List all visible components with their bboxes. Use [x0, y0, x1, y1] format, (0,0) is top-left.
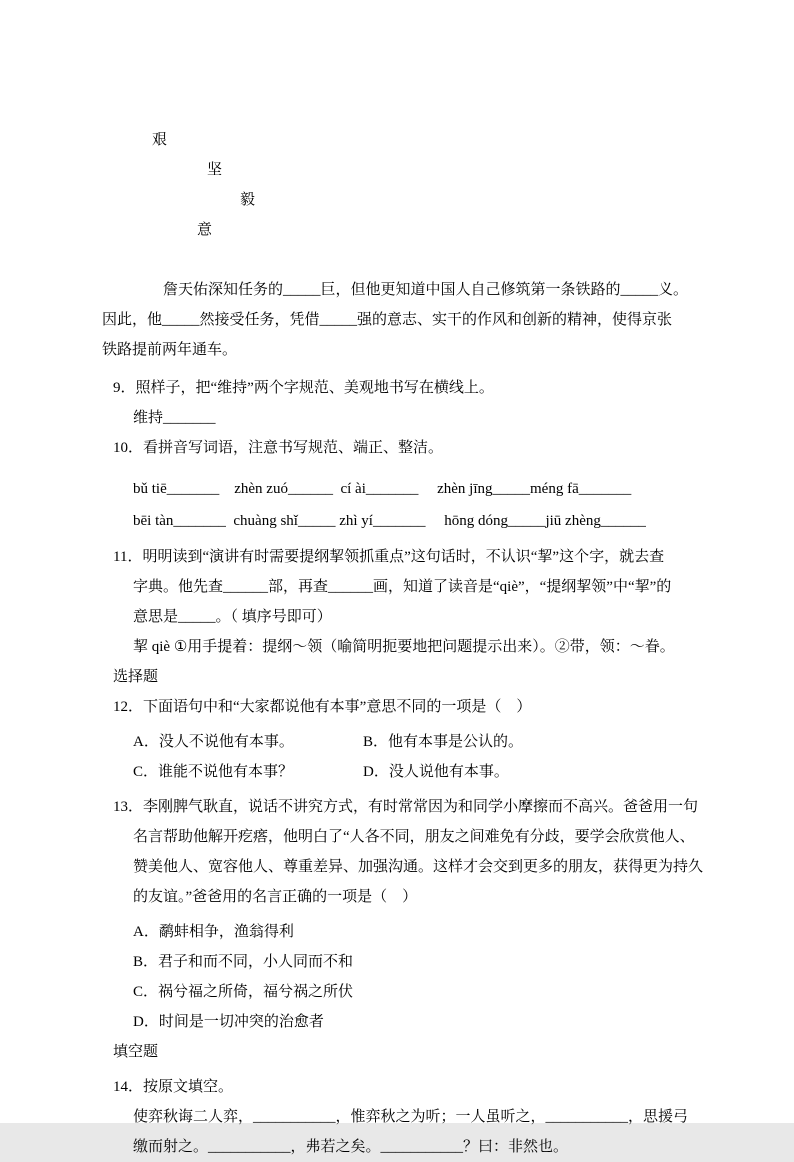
question-line: 13．李刚脾气耿直，说话不讲究方式，有时常常因为和同学小摩擦而不高兴。爸爸用一句: [113, 799, 699, 815]
pinyin-line: bǔ tiē_______ zhèn zuó______ cí ài_______ zhèn jīng_____méng fā_______: [133, 481, 632, 497]
question-prompt: 9．照样子，把“维持”两个字规范、美观地书写在横线上。: [113, 380, 494, 396]
dictionary-entry-line: 挈 qiè ①用手提着：提纲～领（喻简明扼要地把问题提示出来）。②带，领：～眷。: [133, 639, 675, 655]
question-12: [0, 692, 794, 787]
character-option: 艰: [152, 132, 168, 148]
question-10: [0, 433, 794, 537]
pinyin-word-list: [0, 473, 794, 537]
passage-line: 铁路提前两年通车。: [102, 342, 238, 358]
question-11: [0, 542, 794, 662]
character-bank: [137, 95, 794, 275]
question-prompt: 10．看拼音写词语，注意书写规范、端正、整洁。: [113, 440, 444, 456]
character-option: 毅: [240, 192, 256, 208]
option-c: C．祸兮福之所倚，福兮祸之所伏: [133, 984, 354, 1000]
question-9: [0, 373, 794, 433]
question-prompt: 12．下面语句中和“大家都说他有本事”意思不同的一项是（ ）: [113, 699, 532, 715]
option-b: B．君子和而不同，小人同而不和: [133, 954, 354, 970]
question-line: 11．明明读到“演讲有时需要提纲挈领抓重点”这句话时，不认识“挈”这个字，就去查: [113, 549, 665, 565]
option-list: [0, 917, 794, 1037]
character-option: 坚: [207, 162, 223, 178]
question-13: [0, 792, 794, 1037]
option-d: D．时间是一切冲突的治愈者: [133, 1014, 324, 1030]
passage-line: 因此，他_____然接受任务，凭借_____强的意志、实干的作风和创新的精神，使得京张: [102, 312, 673, 328]
character-option: 意: [197, 222, 213, 238]
question-line: 赞美他人、宽容他人、尊重差异、加强沟通。这样才会交到更多的朋友，获得更为持久: [133, 859, 704, 875]
answer-blank-line: 维持_______: [133, 410, 216, 426]
pinyin-line: bēi tàn_______ chuàng shǐ_____ zhì yí_______ hōng dóng_____jiū zhèng______: [133, 513, 646, 529]
question-line: 的友谊。”爸爸用的名言正确的一项是（ ）: [133, 889, 418, 905]
option-c: C．谁能不说他有本事？: [133, 764, 294, 780]
question-line: 缴而射之。___________，弗若之矣。___________？曰：非然也。: [133, 1139, 569, 1155]
question-line: 名言帮助他解开疙瘩，他明白了“人各不同，朋友之间难免有分歧，要学会欣赏他人、: [133, 829, 695, 845]
question-14: [0, 1072, 794, 1162]
section-header-choice: 选择题: [113, 669, 159, 685]
question-prompt: 14．按原文填空。: [113, 1079, 234, 1095]
option-d: D．没人说他有本事。: [363, 764, 509, 780]
question-line: 意思是_____。（ 填序号即可）: [133, 609, 332, 625]
question-line: 使弈秋诲二人弈，___________，惟弈秋之为听；一人虽听之，___________，思援弓: [133, 1109, 689, 1125]
section-header-blank: 填空题: [113, 1044, 159, 1060]
passage-line: 詹天佑深知任务的_____巨，但他更知道中国人自己修筑第一条铁路的_____义。: [163, 282, 689, 298]
option-a: A．鹬蚌相争，渔翁得利: [133, 924, 294, 940]
option-b: B．他有本事是公认的。: [363, 734, 524, 750]
question-line: 字典。他先查______部，再查______画，知道了读音是“qiè”，“提纲挈领”中“挈”的: [133, 579, 672, 595]
option-a: A．没人不说他有本事。: [133, 734, 294, 750]
option-grid: [133, 727, 714, 787]
